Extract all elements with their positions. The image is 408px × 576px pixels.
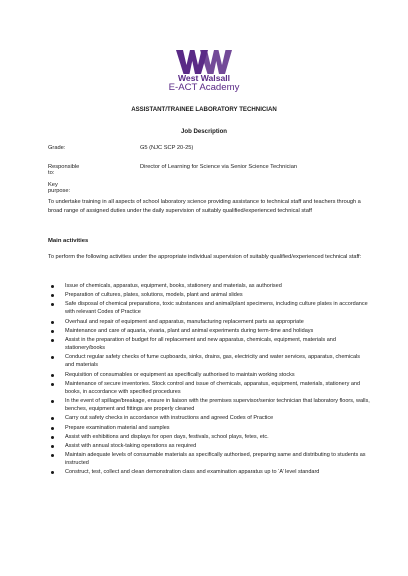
bullet-icon	[51, 454, 54, 457]
list-item	[48, 468, 370, 476]
bullet-icon	[51, 285, 54, 288]
list-item	[48, 371, 370, 379]
grade-value: G5 (NJC SCP 20-25)	[140, 145, 194, 151]
main-activities-intro: To perform the following activities under the appropriate individual supervision of suitably qualified/experienced technical staff:	[48, 254, 362, 260]
bullet-icon	[51, 436, 54, 439]
academy-logo	[0, 50, 408, 93]
key-purpose-text: To undertake training in all aspects of school laboratory science providing assistance to technical staff and teachers through a broad range of assigned duties under the daily supervision of suitably qualified/experienced technical staff	[48, 199, 361, 215]
list-item-text: Assist in the preparation of budget for all replacement and new apparatus, chemicals, equipment, materials and stationery/books	[65, 336, 336, 352]
main-activities-heading: Main activities	[48, 238, 89, 244]
list-item-text: Preparation of cultures, plates, solutions, models, plant and animal slides	[65, 292, 243, 299]
list-item-text: Maintain adequate levels of consumable materials as specifically authorised, preparing same and distributing to students as instructed	[65, 451, 366, 467]
responsible-value: Director of Learning for Science via Senior Science Technician	[140, 164, 298, 170]
activities-list	[48, 282, 370, 477]
list-item-text: Safe disposal of chemical preparations, toxic substances and animal/plant specimens, including culture plates in accordance with relevant Codes of Practice	[65, 301, 368, 316]
list-item	[48, 451, 370, 467]
ww-logo-mark-icon	[176, 50, 232, 74]
list-item-text: Assist with annual stock-taking operations as required	[65, 442, 197, 449]
list-item	[48, 318, 370, 326]
list-item	[48, 353, 370, 369]
bullet-icon	[51, 321, 54, 324]
list-item	[48, 327, 370, 335]
list-item	[48, 414, 370, 422]
list-item-text: Maintenance and care of aquaria, vivaria, plant and animal experiments during term-time and holidays	[65, 327, 314, 334]
list-item	[48, 282, 370, 290]
list-item-text: Prepare examination material and samples	[65, 424, 170, 431]
bullet-icon	[51, 339, 54, 342]
list-item	[48, 397, 370, 413]
bullet-icon	[51, 303, 54, 306]
list-item	[48, 300, 370, 316]
responsible-label: Responsible to:	[48, 164, 80, 176]
list-item-text: Assist with exhibitions and displays for open days, festivals, school plays, fetes, etc.	[65, 433, 269, 440]
logo-line-1: West Walsall	[177, 73, 231, 83]
bullet-icon	[51, 356, 54, 359]
bullet-icon	[51, 445, 54, 448]
list-item	[48, 424, 370, 432]
bullet-icon	[51, 383, 54, 386]
logo-line-2: E-ACT Academy	[168, 82, 240, 93]
list-item-text: Construct, test, collect and clean demonstration class and examination apparatus up to ‘A’ level standard	[65, 469, 320, 476]
bullet-icon	[51, 400, 54, 403]
bullet-icon	[51, 471, 54, 474]
bullet-icon	[51, 374, 54, 377]
list-item	[48, 291, 370, 299]
list-item-text: Overhaul and repair of equipment and apparatus, manufacturing replacement parts as appropriate	[65, 318, 304, 325]
list-item	[48, 442, 370, 450]
list-item-text: Carry out safety checks in accordance with instructions and agreed Codes of Practice	[65, 415, 274, 422]
grade-label: Grade:	[48, 145, 66, 151]
list-item-text: Maintenance of secure inventories. Stock control and issue of chemicals, apparatus, equipment, materials, stationery and books, in accordance with specified procedures	[65, 380, 361, 395]
list-item	[48, 380, 370, 396]
document-title: ASSISTANT/TRAINEE LABORATORY TECHNICIAN	[131, 106, 277, 113]
purpose-label: Key purpose:	[48, 182, 71, 194]
list-item-text: Issue of chemicals, apparatus, equipment, books, stationery and materials, as authorised	[65, 283, 282, 289]
list-item	[48, 336, 370, 352]
bullet-icon	[51, 294, 54, 297]
list-item-text: In the event of spillage/breakage, ensure in liaison with the premises supervisor/senior technician that laboratory floors, walls, benches, equipment and fittings are properly cleaned	[65, 398, 370, 413]
list-item-text: Requisition of consumables or equipment as specifically authorised to maintain working stocks	[65, 371, 295, 378]
bullet-icon	[51, 330, 54, 333]
list-item-text: Conduct regular safety checks of fume cupboards, sinks, drains, gas, electricity and water services, apparatus, chemicals and materials	[65, 354, 360, 369]
bullet-icon	[51, 427, 54, 430]
list-item	[48, 433, 370, 441]
document-subtitle: Job Description	[180, 128, 228, 135]
bullet-icon	[51, 417, 54, 420]
